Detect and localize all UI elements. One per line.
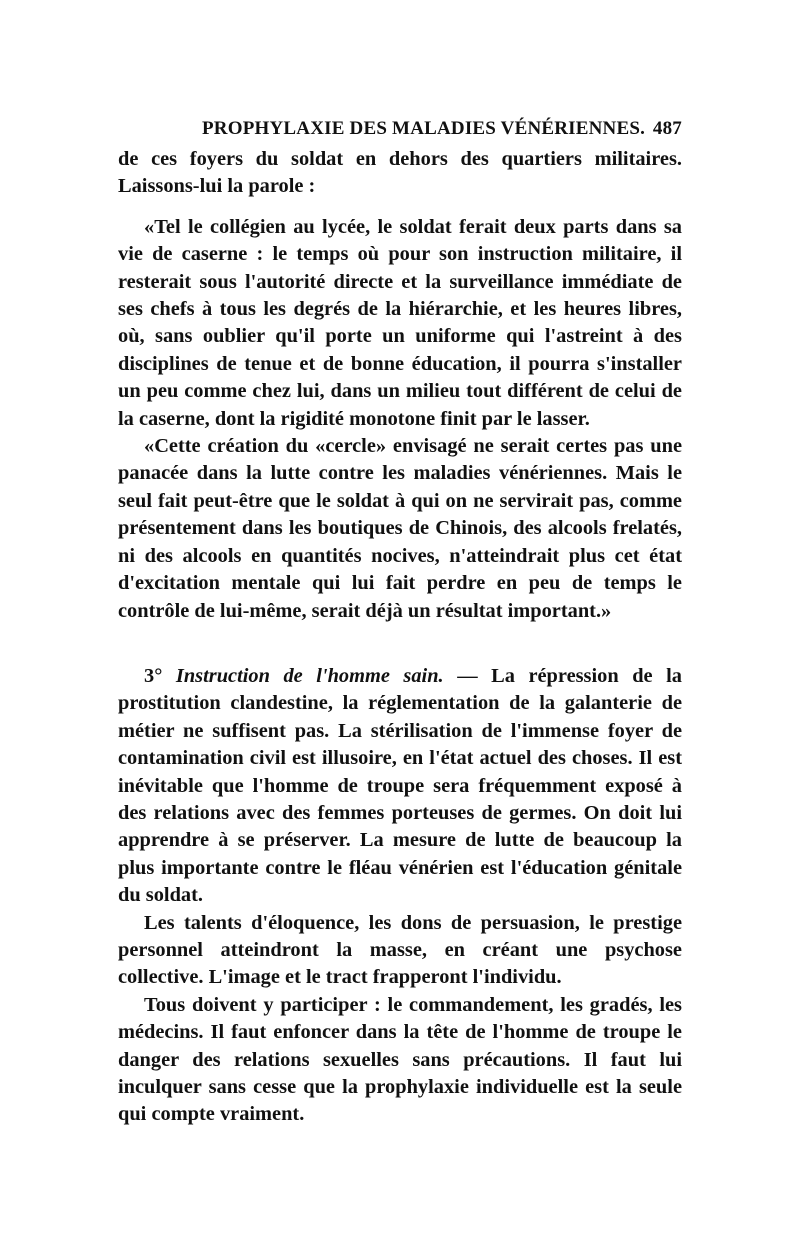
page-number: 487 <box>652 118 682 139</box>
paragraph-participation: Tous doivent y participer : le commandement, les gradés, les médecins. Il faut enfoncer dans la tête de l'homme de troupe le danger des relations sexuelles sans précautions. Il faut lui inculquer sans cesse que la prophylaxie individuelle est la seule qui compte vraiment. <box>118 993 682 1126</box>
section-body: — La répression de la prostitution clandestine, la réglementation de la galanterie de métier ne suffisent pas. La stérilisation de l'immense foyer de contamination civil est illusoire, en l'état actuel des choses. Il est inévitable que l'homme de troupe sera fréquemment exposé à des relations avec des femmes porteuses de germes. On doit lui apprendre à se préserver. La mesure de lutte de beaucoup la plus importante contre le fléau vénérien est l'éducation génitale du soldat. <box>118 664 682 907</box>
paragraph-quote-2: «Cette création du «cercle» envisagé ne serait certes pas une panacée dans la lutte contre les maladies vénériennes. Mais le seul fait peut-être que le soldat à qui on ne servirait pas, comme présentement dans les boutiques de Chinois, des alcools frelatés, ni des alcools en quantités nocives, n'atteindrait plus cet état d'excitation mentale qui lui fait perdre en peu de temps le contrôle de lui-même, serait déjà un résultat important.» <box>118 435 682 622</box>
running-title: PROPHYLAXIE DES MALADIES VÉNÉRIENNES. <box>202 118 646 139</box>
spacer <box>118 201 682 214</box>
running-head <box>118 112 682 146</box>
book-page <box>118 112 682 1129</box>
paragraph-continuation: de ces foyers du soldat en dehors des quartiers militaires. Laissons-lui la parole : <box>118 148 682 198</box>
paragraph-eloquence: Les talents d'éloquence, les dons de persuasion, le prestige personnel atteindront la masse, en créant une psychose collective. L'image et le tract frapperont l'individu. <box>118 911 682 989</box>
section-number: 3° <box>144 664 163 687</box>
spacer <box>118 625 682 663</box>
paragraph-section-3 <box>118 663 682 910</box>
section-title: Instruction de l'homme sain. <box>175 664 444 687</box>
paragraph-quote-1: «Tel le collégien au lycée, le soldat ferait deux parts dans sa vie de caserne : le temps où pour son instruction militaire, il resterait sous l'autorité directe et la surveillance immédiate de ses chefs à tous les degrés de la hiérarchie, et les heures libres, où, sans oublier qu'il porte un uniforme qui l'astreint à des disciplines de tenue et de bonne éducation, il pourra s'installer un peu comme chez lui, dans un milieu tout différent de celui de la caserne, dont la rigidité monotone finit par le lasser. <box>118 215 682 430</box>
